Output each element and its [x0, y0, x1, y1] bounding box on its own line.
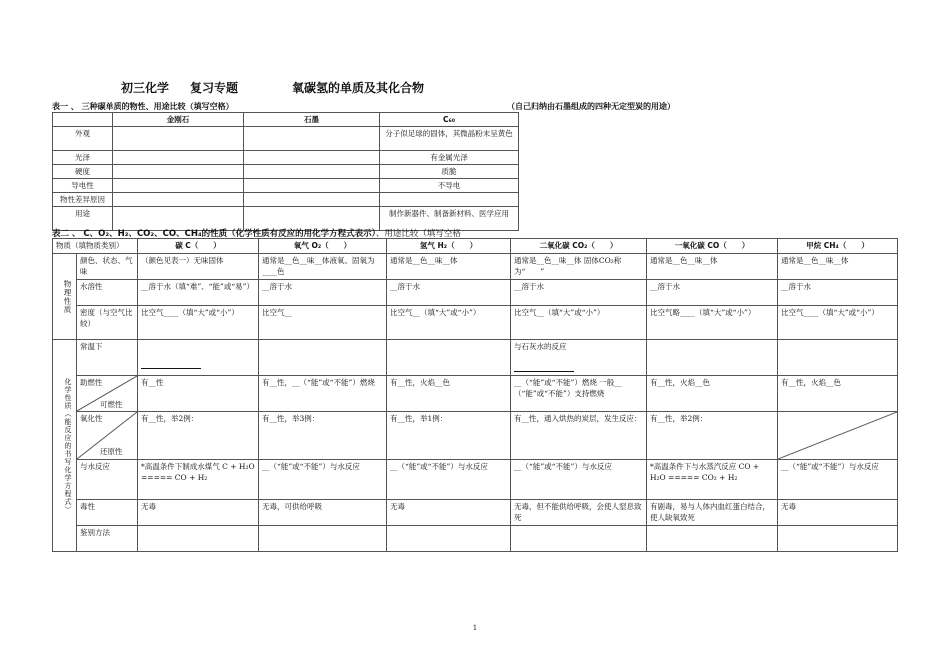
table2-cell[interactable]: 通常是__色__味__体 — [778, 254, 898, 280]
table1-header: 金刚石 — [113, 113, 244, 127]
table1-header: C₆₀ — [380, 113, 519, 127]
table2-cell-crossed — [778, 412, 898, 460]
table2-cell[interactable]: __（“能”或“不能”）与水反应 — [259, 460, 387, 500]
table2-cell[interactable]: *高温条件下制成水煤气 C + H₂O ===== CO + H₂ — [138, 460, 259, 500]
table1-note: （自己归纳由石墨组成的四种无定型炭的用途） — [507, 102, 675, 111]
table2-cell[interactable] — [511, 340, 647, 376]
table2-cell[interactable]: *高温条件下与水蒸汽反应 CO + H₂O ===== CO₂ + H₂ — [647, 460, 778, 500]
table2-cell[interactable]: 通常是__色__味__体 — [647, 254, 778, 280]
table2-cell: 无毒，可供给呼吸 — [259, 500, 387, 526]
table2-cell[interactable]: 比空气__（填“大”或“小”） — [387, 306, 511, 340]
table2-cell[interactable] — [259, 340, 387, 376]
table1-cell[interactable] — [113, 193, 244, 207]
table2-cell[interactable]: 有__性，火焰__色 — [778, 376, 898, 412]
table2-cell[interactable]: __溶于水 — [778, 280, 898, 306]
row-label — [77, 376, 138, 412]
table2-cell[interactable] — [778, 526, 898, 552]
row-label-top: 氧化性 — [80, 414, 103, 423]
table2-header: 氧气 O₂（ ） — [259, 239, 387, 254]
row-label: 与水反应 — [77, 460, 138, 500]
table1-cell[interactable] — [244, 165, 380, 179]
table1-cell: 制作新器件、制备新材料、医学应用 — [380, 207, 519, 231]
table2-cell[interactable]: 比空气____（填“大”或“小”） — [778, 306, 898, 340]
table2-cell[interactable] — [511, 526, 647, 552]
row-label — [77, 412, 138, 460]
table2-cell[interactable]: 通常是__色__味__体液氧、固氧为____色 — [259, 254, 387, 280]
row-label-top: 助燃性 — [80, 378, 103, 387]
diagonal-line — [778, 412, 897, 459]
table2-cell[interactable]: 有__性，通入烘热的炭层，发生反应： — [511, 412, 647, 460]
table2-header-first: 物质（填物质类别） — [53, 239, 138, 254]
table2-cell[interactable] — [387, 340, 511, 376]
table2-cell: 无毒 — [138, 500, 259, 526]
table1-row-label: 用途 — [53, 207, 113, 231]
table1-cell[interactable] — [113, 165, 244, 179]
table1-cell: 有金属光泽 — [380, 151, 519, 165]
table2-cell[interactable]: 有__性，举2例： — [647, 412, 778, 460]
table2-cell[interactable]: 有__性，举2例： — [138, 412, 259, 460]
table2-cell[interactable]: __（“能”或“不能”）与水反应 — [511, 460, 647, 500]
table1-row-label: 外观 — [53, 127, 113, 151]
table1-cell[interactable] — [244, 179, 380, 193]
row-label-bottom: 还原性 — [100, 447, 123, 456]
table2-header: 甲烷 CH₄（ ） — [778, 239, 898, 254]
table2-caption-note: 、用途比较（填写空格 — [375, 229, 461, 239]
table2-cell[interactable] — [259, 526, 387, 552]
table2-cell: 无毒 — [387, 500, 511, 526]
table2-cell[interactable]: 通常是__色__味__体 固体CO₂称为“ ” — [511, 254, 647, 280]
table2-cell[interactable]: __溶于水 — [259, 280, 387, 306]
table2-cell[interactable] — [647, 340, 778, 376]
table2-cell[interactable]: __溶于水（填“难”、“能”或“易”） — [138, 280, 259, 306]
table2-cell[interactable]: 有__性，__（“能”或“不能”）燃烧 — [259, 376, 387, 412]
table1-cell[interactable] — [244, 127, 380, 151]
diagonal-line — [77, 412, 137, 459]
table1-caption: 表一 、 三种碳单质的物性、用途比较（填写空格） — [52, 102, 234, 111]
table2-cell[interactable]: 有__性，火焰__色 — [387, 376, 511, 412]
table2-cell[interactable]: 有__性，举1例： — [387, 412, 511, 460]
answer-line — [141, 359, 201, 369]
answer-line — [514, 362, 574, 372]
table2-header: 氢气 H₂（ ） — [387, 239, 511, 254]
table2-cell[interactable]: __（“能”或“不能”）与水反应 — [778, 460, 898, 500]
table1-cell[interactable] — [244, 151, 380, 165]
table1-cell[interactable] — [113, 127, 244, 151]
table1-row-label: 光泽 — [53, 151, 113, 165]
table2-cell[interactable]: 有__性 — [138, 376, 259, 412]
table2-cell: 有剧毒，易与人体内血红蛋白结合，使人缺氧致死 — [647, 500, 778, 526]
table2-header: 二氧化碳 CO₂（ ） — [511, 239, 647, 254]
table2-caption-text: 表二 、 C、O₂、H₂、CO₂、CO、CH₄的性质（化学性质有反应的用化学方程式表示） — [52, 229, 376, 239]
table2-cell: 无毒，但不能供给呼吸，会使人窒息致死 — [511, 500, 647, 526]
table2-cell[interactable]: __溶于水 — [647, 280, 778, 306]
table1-cell[interactable] — [113, 151, 244, 165]
row-label: 常温下 — [77, 340, 138, 376]
table1-cell: 分子似足球的固体，其微晶粉末呈黄色 — [380, 127, 519, 151]
table2-cell[interactable]: __（“能”或“不能”）与水反应 — [387, 460, 511, 500]
table2-cell: （颜色见表一）无味固体 — [138, 254, 259, 280]
row-label: 鉴别方法 — [77, 526, 138, 552]
page-number: 1 — [472, 624, 478, 632]
diagonal-line — [77, 376, 137, 411]
table1-cell: 不导电 — [380, 179, 519, 193]
table1-cell[interactable] — [380, 193, 519, 207]
table1-cell[interactable] — [244, 193, 380, 207]
chemical-properties-label: 化学性质（能反应的书写化学方程式） — [53, 340, 77, 552]
table2-cell[interactable] — [138, 526, 259, 552]
table2-cell[interactable]: 有__性，举3例： — [259, 412, 387, 460]
row-label: 密度（与空气比较） — [77, 306, 138, 340]
table2-cell[interactable] — [647, 526, 778, 552]
table1-cell[interactable] — [113, 179, 244, 193]
table1-row-label: 导电性 — [53, 179, 113, 193]
table2-cell[interactable]: __溶于水 — [511, 280, 647, 306]
substance-properties-table — [52, 238, 898, 552]
table2-cell[interactable]: 比空气__ — [259, 306, 387, 340]
table2-cell[interactable]: 比空气__（填“大”或“小”） — [511, 306, 647, 340]
table2-cell[interactable] — [387, 526, 511, 552]
table2-cell[interactable]: __（“能”或“不能”）燃烧 一般__（“能”或“不能”）支持燃烧 — [511, 376, 647, 412]
row-label-bottom: 可燃性 — [100, 400, 123, 409]
title-subject: 初三化学 — [121, 81, 170, 95]
table1-cell: 质脆 — [380, 165, 519, 179]
physical-properties-label: 物理性质 — [53, 254, 77, 340]
table1-row-label: 硬度 — [53, 165, 113, 179]
row-label: 水溶性 — [77, 280, 138, 306]
table2-cell[interactable]: __溶于水 — [387, 280, 511, 306]
table2-header: 一氧化碳 CO（ ） — [647, 239, 778, 254]
table2-cell[interactable] — [778, 340, 898, 376]
table2-cell-text: 与石灰水的反应 — [514, 342, 567, 351]
table2-cell[interactable]: 通常是__色__味__体 — [387, 254, 511, 280]
carbon-allotropes-table — [52, 112, 519, 231]
table1-row-label: 物性差异原因 — [53, 193, 113, 207]
row-label: 毒性 — [77, 500, 138, 526]
table2-cell[interactable]: 比空气略____（填“大”或“小”） — [647, 306, 778, 340]
table1-header: 石墨 — [244, 113, 380, 127]
table2-cell[interactable] — [138, 340, 259, 376]
title-name: 氧碳氢的单质及其化合物 — [292, 81, 425, 95]
table2-cell[interactable]: 比空气____（填“大”或“小”） — [138, 306, 259, 340]
table2-cell: 无毒 — [778, 500, 898, 526]
row-label: 颜色、状态、气味 — [77, 254, 138, 280]
table1-header — [53, 113, 113, 127]
table2-cell[interactable]: 有__性，火焰__色 — [647, 376, 778, 412]
table2-header: 碳 C（ ） — [138, 239, 259, 254]
title-topic: 复习专题 — [190, 81, 239, 95]
